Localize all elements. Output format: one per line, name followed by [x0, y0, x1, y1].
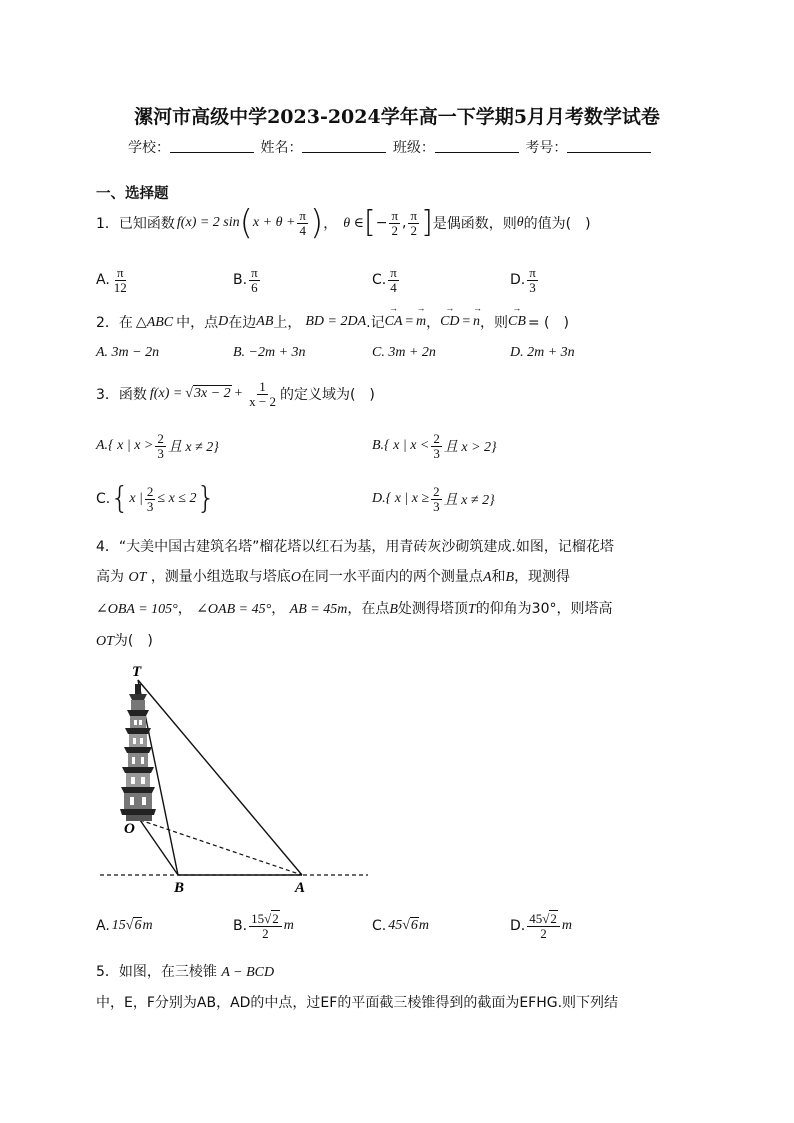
q1-number: 1．: [96, 216, 119, 232]
q3-option-c[interactable]: C. { x | $\frac{2}{3}$ ≤ x ≤ 2 }: [96, 481, 216, 516]
q4-option-b[interactable]: B. $\frac{15√2}{2}$ m: [233, 910, 294, 941]
q4-option-c[interactable]: C. 45 √6 m: [372, 918, 430, 934]
page-title: 漯河市高级中学2023-2024学年高一下学期5月月考数学试卷: [134, 106, 660, 128]
class-label: 班级：: [392, 140, 435, 156]
segment-ta: [138, 680, 302, 875]
number-label: 考号：: [525, 140, 568, 156]
q1-option-a[interactable]: A. $\frac{\pi}{12}$: [96, 264, 127, 295]
q1-option-c[interactable]: C. $\frac{\pi}{4}$: [372, 264, 397, 295]
q4-option-d[interactable]: D. $\frac{45√2}{2}$ m: [510, 910, 572, 941]
q2-option-a[interactable]: A. 3m − 2n: [96, 345, 160, 360]
question-4-line-2: 高为 OT ，测量小组选取与塔底O在同一水平面内的两个测量点A和B，现测得: [96, 569, 571, 585]
segment-oa: [140, 820, 302, 875]
q2-option-d[interactable]: D. 2m + 3n: [510, 345, 575, 360]
question-2: 2． 在 △ABC 中，点 D 在边 AB 上， BD = 2DA .记 → CA = → m ， → CD = → n ，则 → CB = ( ): [96, 311, 569, 333]
pagoda-icon: [120, 684, 156, 821]
q1-paren-right: ): [309, 203, 324, 243]
q1-theta-in: θ ∈: [343, 215, 364, 231]
number-blank[interactable]: [567, 140, 651, 153]
q1-option-b[interactable]: B. $\frac{\pi}{6}$: [233, 264, 258, 295]
q2-option-b[interactable]: B. −2m + 3n: [233, 345, 306, 360]
q1-frac: $\frac{\pi}{4}$: [299, 207, 306, 238]
question-3: 3． 函数 f(x) = √3x − 2 + $\frac{1}{x - 2}$ 的定义域为( ): [96, 378, 375, 409]
q1-inner: x + θ +: [252, 215, 296, 230]
label-t: T: [132, 664, 142, 680]
question-4-line-1: 4．“大美中国古建筑名塔”榴花塔以红石为基，用青砖灰沙砌筑建成.如图，记榴花塔: [96, 539, 614, 555]
school-label: 学校：: [128, 140, 170, 156]
q1-paren-left: (: [239, 203, 253, 243]
question-4-line-3: ∠OBA = 105°， ∠OAB = 45°， AB = 45m，在点B处测得塔顶T的仰角为30°，则塔高: [96, 601, 613, 617]
q1-option-d[interactable]: D. $\frac{\pi}{3}$: [510, 264, 536, 295]
class-blank[interactable]: [435, 140, 519, 153]
name-blank[interactable]: [302, 140, 386, 153]
q3-option-a[interactable]: A.{ x | x > $\frac{2}{3}$ 且 x ≠ 2}: [96, 430, 219, 461]
question-1: 1． 已知函数 f(x) = 2 sin ( x + θ + $\frac{\pi}{4}$ ) ， θ ∈ [ − $\frac{\pi}{2}$ , $\frac{\pi}{2}$ ] 是偶函数，则 θ 的值为( ): [96, 203, 591, 243]
question-5-line-1: 5．如图，在三棱锥 A − BCD: [96, 964, 275, 980]
section-heading: 一、选择题: [96, 186, 169, 202]
q1-text: 已知函数: [118, 216, 175, 232]
q4-option-a[interactable]: A. 15 √6 m: [96, 918, 153, 934]
school-blank[interactable]: [170, 140, 254, 153]
label-a: A: [295, 880, 306, 896]
student-info-line: [128, 137, 653, 157]
label-o: O: [124, 821, 135, 837]
question-5-line-2: 中，E，F分别为AB，AD的中点，过EF的平面截三棱锥得到的截面为EFHG.则下列结: [96, 995, 619, 1011]
q3-option-b[interactable]: B.{ x | x < $\frac{2}{3}$ 且 x > 2}: [372, 430, 497, 461]
name-label: 姓名：: [260, 140, 303, 156]
q3-option-d[interactable]: D.{ x | x ≥ $\frac{2}{3}$ 且 x ≠ 2}: [372, 483, 495, 514]
question-4-line-4: OT为( ): [96, 633, 153, 649]
pagoda-figure: [96, 660, 376, 898]
q2-option-c[interactable]: C. 3m + 2n: [372, 345, 436, 360]
label-b: B: [174, 880, 185, 896]
q1-function: f(x) = 2 sin: [176, 215, 240, 230]
